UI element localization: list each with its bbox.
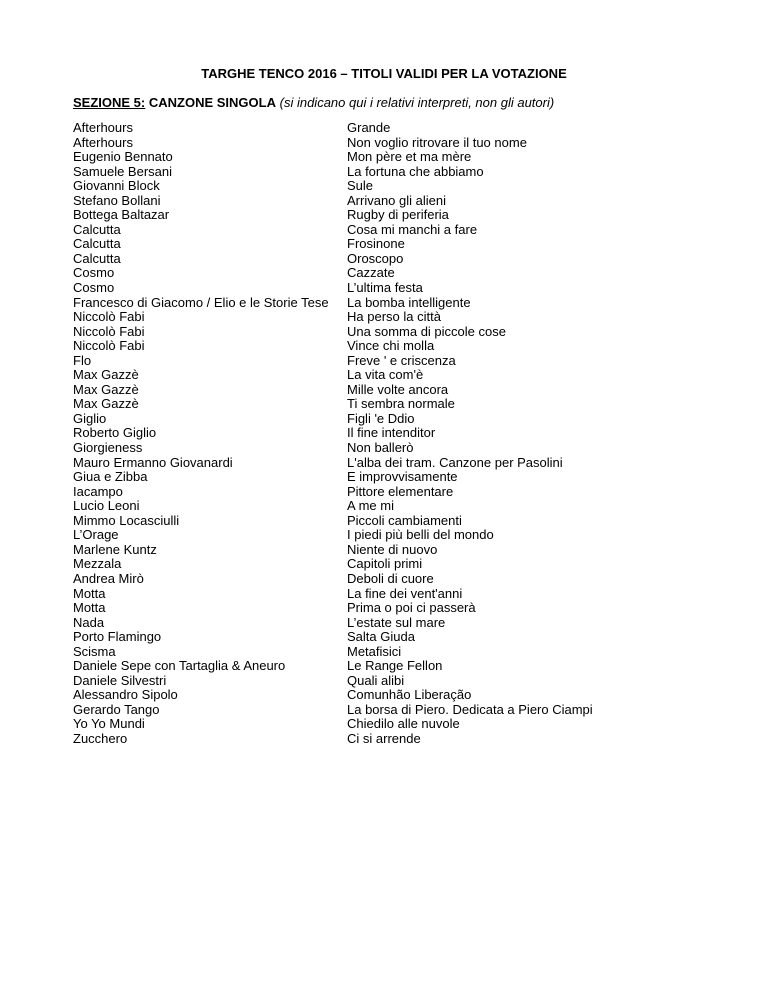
song-title: Frosinone	[347, 236, 405, 252]
artist-name: Calcutta	[73, 236, 121, 252]
artist-name: Roberto Giglio	[73, 425, 157, 441]
song-title: Metafisici	[347, 643, 402, 659]
song-title: Figli 'e Ddio	[347, 410, 415, 426]
song-title: Vince chi molla	[347, 338, 435, 354]
song-title: Le Range Fellon	[347, 658, 443, 674]
artist-name: Niccolò Fabi	[73, 338, 145, 354]
document-title: TARGHE TENCO 2016 – TITOLI VALIDI PER LA VOTAZIONE	[201, 66, 567, 81]
artist-name: Mimmo Locasciulli	[73, 512, 180, 528]
song-title: I piedi più belli del mondo	[347, 527, 494, 543]
song-title: Ci si arrende	[347, 730, 421, 746]
artist-name: Zucchero	[73, 730, 128, 746]
artist-name: Afterhours	[73, 120, 133, 135]
song-title: Oroscopo	[347, 250, 404, 266]
song-title: La vita com'è	[347, 367, 424, 383]
artist-name: Lucio Leoni	[73, 498, 140, 514]
artist-name: Alessandro Sipolo	[73, 687, 178, 703]
section-name: CANZONE SINGOLA	[148, 95, 276, 110]
artist-name: Nada	[73, 614, 105, 630]
artist-name: Bottega Baltazar	[73, 207, 170, 223]
song-title: Ha perso la città	[347, 309, 441, 325]
song-title: Freve ' e criscenza	[347, 352, 456, 368]
artist-name: Daniele Sepe con Tartaglia & Aneuro	[73, 658, 286, 674]
artist-name: Giovanni Block	[73, 178, 160, 194]
artist-name: Marlene Kuntz	[73, 541, 157, 557]
song-title: Il fine intenditor	[347, 425, 436, 441]
artist-name: Max Gazzè	[73, 396, 139, 412]
artist-name: Calcutta	[73, 221, 121, 237]
song-title: Niente di nuovo	[347, 541, 438, 557]
song-title: Cazzate	[347, 265, 395, 281]
song-title: Cosa mi manchi a fare	[347, 221, 478, 237]
artist-name: Afterhours	[73, 134, 133, 150]
song-title: Salta Giuda	[347, 629, 415, 645]
artist-name: Samuele Bersani	[73, 163, 172, 179]
artist-name: Calcutta	[73, 250, 121, 266]
artist-name: Iacampo	[73, 483, 123, 499]
artist-name: Mauro Ermanno Giovanardi	[73, 454, 233, 470]
song-title: Arrivano gli alieni	[347, 192, 446, 208]
song-title: Quali alibi	[347, 672, 405, 688]
artist-list	[73, 121, 329, 747]
song-title: Una somma di piccole cose	[347, 323, 506, 339]
artist-name: Yo Yo Mundi	[73, 716, 145, 732]
song-list	[347, 121, 593, 747]
artist-name: Andrea Mirò	[73, 570, 144, 586]
song-title: Comunhão Liberação	[347, 687, 472, 703]
song-title: Prima o poi ci passerà	[347, 600, 476, 616]
song-title: Rugby di periferia	[347, 207, 449, 223]
song-title: Non ballerò	[347, 440, 414, 456]
artist-name: Giglio	[73, 410, 107, 426]
song-title: Pittore elementare	[347, 483, 454, 499]
song-title: Capitoli primi	[347, 556, 423, 572]
song-title: Ti sembra normale	[347, 396, 455, 412]
artist-name: Francesco di Giacomo / Elio e le Storie Tese	[73, 294, 329, 310]
artist-name: Cosmo	[73, 280, 115, 296]
artist-name: L’Orage	[73, 527, 119, 543]
song-title: E improvvisamente	[347, 469, 458, 485]
song-title: La borsa di Piero. Dedicata a Piero Ciampi	[347, 701, 593, 717]
section-note: (si indicano qui i relativi interpreti, non gli autori)	[279, 95, 555, 110]
song-title: Deboli di cuore	[347, 570, 434, 586]
song-title: La bomba intelligente	[347, 294, 471, 310]
song-title: Non voglio ritrovare il tuo nome	[347, 134, 527, 150]
artist-name: Scisma	[73, 643, 116, 659]
artist-name: Niccolò Fabi	[73, 309, 145, 325]
artist-name: Max Gazzè	[73, 381, 139, 397]
song-title: Mon père et ma mère	[347, 149, 472, 165]
artist-name: Giua e Zibba	[73, 469, 148, 485]
artist-name: Motta	[73, 600, 106, 616]
artist-name: Porto Flamingo	[73, 629, 162, 645]
song-title: Mille volte ancora	[347, 381, 449, 397]
artist-name: Cosmo	[73, 265, 115, 281]
section-heading	[73, 95, 554, 111]
song-title: La fortuna che abbiamo	[347, 163, 484, 179]
song-title: Grande	[347, 120, 391, 135]
artist-name: Niccolò Fabi	[73, 323, 145, 339]
artist-name: Daniele Silvestri	[73, 672, 167, 688]
song-title: La fine dei vent'anni	[347, 585, 463, 601]
artist-name: Motta	[73, 585, 106, 601]
song-title: L’estate sul mare	[347, 614, 446, 630]
section-label: SEZIONE 5:	[73, 95, 146, 110]
artist-name: Max Gazzè	[73, 367, 139, 383]
song-title: A me mi	[347, 498, 394, 514]
artist-name: Mezzala	[73, 556, 122, 572]
song-title: L'alba dei tram. Canzone per Pasolini	[347, 454, 563, 470]
artist-name: Eugenio Bennato	[73, 149, 173, 165]
song-title: Sule	[347, 178, 374, 194]
artist-name: Gerardo Tango	[73, 701, 160, 717]
song-title: L’ultima festa	[347, 280, 423, 296]
song-title: Chiedilo alle nuvole	[347, 716, 460, 732]
artist-name: Giorgieness	[73, 440, 143, 456]
artist-name: Flo	[73, 352, 92, 368]
song-title: Piccoli cambiamenti	[347, 512, 462, 528]
artist-name: Stefano Bollani	[73, 192, 161, 208]
